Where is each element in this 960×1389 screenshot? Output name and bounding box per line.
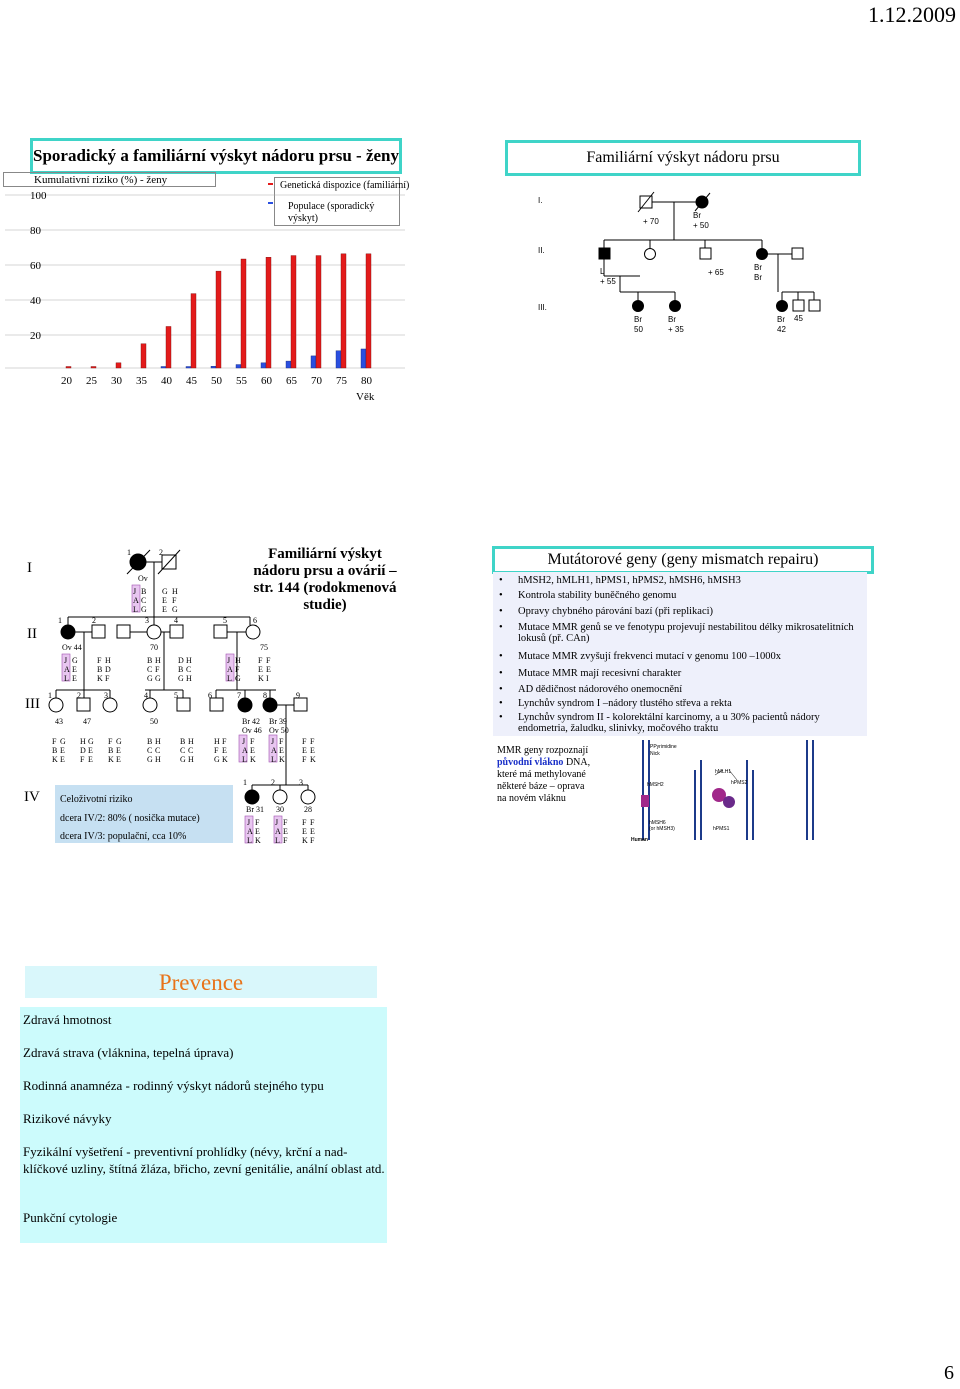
haplotype-label: E: [283, 827, 288, 836]
generation-label: IV: [24, 789, 40, 805]
haplotype-label: A: [64, 665, 70, 674]
haplotype-label: B: [108, 746, 114, 755]
bar-population: [186, 367, 191, 369]
bar-population: [161, 367, 166, 369]
haplotype-label: G: [178, 674, 184, 683]
haplotype-label: D: [105, 665, 111, 674]
haplotype-label: 1: [127, 548, 131, 557]
pedigree-female: [143, 698, 157, 712]
pedigree-male: [177, 698, 190, 711]
haplotype-label: A: [271, 746, 277, 755]
haplotype-label: J: [227, 656, 231, 665]
slide-title: Mutátorové geny (geny mismatch repairu): [492, 546, 874, 574]
haplotype-label: F: [302, 818, 307, 827]
haplotype-label: Ov 50: [269, 726, 289, 735]
bar-population: [336, 351, 341, 368]
haplotype-label: F: [97, 656, 102, 665]
haplotype-label: J: [64, 656, 68, 665]
pedigree-male: [117, 625, 130, 638]
bar-population: [211, 366, 216, 368]
haplotype-label: E: [60, 755, 65, 764]
pedigree-female: [49, 698, 63, 712]
haplotype-label: K: [97, 674, 103, 683]
haplotype-label: 7: [237, 691, 241, 700]
pedigree-note: Br: [693, 211, 701, 220]
haplotype-label: F: [302, 755, 307, 764]
haplotype-label: 6: [253, 616, 257, 625]
haplotype-label: F: [258, 656, 263, 665]
bar-population: [236, 365, 241, 368]
x-tick-label: 45: [186, 375, 197, 387]
haplotype-label: 2: [271, 778, 275, 787]
haplotype-label: G: [72, 656, 78, 665]
haplotype-label: F: [105, 674, 110, 683]
pedigree-female: [273, 790, 287, 804]
haplotype-label: A: [275, 827, 281, 836]
mismatch-protein: [641, 795, 649, 807]
haplotype-label: J: [271, 737, 275, 746]
pedigree-female: [147, 625, 161, 639]
mmr-note-highlight: původní vlákno: [497, 757, 564, 768]
haplotype-label: L: [64, 674, 69, 683]
diagram-label: hMSH2: [647, 782, 664, 788]
haplotype-label: 4: [144, 691, 148, 700]
haplotype-label: F: [172, 596, 177, 605]
haplotype-label: 3: [145, 616, 149, 625]
haplotype-label: F: [310, 737, 315, 746]
pedigree-female: [246, 625, 260, 639]
haplotype-label: H: [188, 755, 194, 764]
haplotype-label: F: [255, 818, 260, 827]
haplotype-label: E: [258, 665, 263, 674]
x-tick-label: 60: [261, 375, 272, 387]
haplotype-label: F: [80, 755, 85, 764]
haplotype-label: A: [242, 746, 248, 755]
haplotype-label: I: [266, 674, 269, 683]
generation-label: II.: [538, 246, 545, 255]
haplotype-label: E: [302, 827, 307, 836]
bar-familial: [216, 271, 221, 368]
haplotype-label: 1: [243, 778, 247, 787]
diagram-label: hPMS2: [731, 780, 748, 786]
haplotype-label: F: [310, 836, 315, 845]
pedigree-female-affected: [263, 698, 277, 712]
haplotype-label: E: [266, 665, 271, 674]
haplotype-label: 30: [276, 805, 284, 814]
haplotype-label: E: [88, 746, 93, 755]
haplotype-label: E: [72, 674, 77, 683]
haplotype-label: F: [283, 836, 288, 845]
x-axis-label: Věk: [356, 391, 375, 403]
list-item: Zdravá hmotnost: [23, 1012, 112, 1027]
pedigree-female-affected: [245, 790, 259, 804]
haplotype-label: C: [147, 746, 153, 755]
diagram-label: hMSH6: [649, 820, 666, 826]
x-tick-label: 70: [311, 375, 322, 387]
mmr-bullet-list: • hMSH2, hMLH1, hPMS1, hPMS2, hMSH6, hMSH3 • Kontrola stability buněčného genomu • Opravy chybného párování bazí (při replikaci) • Mutace MMR genů se ve fenotypu projevují nestabilitou délky mikrosatelitních lokusů (př. CAn) • Mutace MMR zvyšují frekvenci mutací v genomu 100 –1000x • Mutace MMR mají recesivní charakter • AD dědičnost nádorového onemocnění • Lynchův syndrom I –nádory tlustého střeva a rekta • Lynchův syndrom II - kolorektální karcinomy, a u 30% pacientů nádory endometria, žaludku, slinivky, močového traktu: [493, 572, 867, 736]
haplotype-label: Br 31: [246, 805, 264, 814]
haplotype-label: G: [162, 587, 168, 596]
haplotype-label: 2: [77, 691, 81, 700]
legend-label-familial: Genetická dispozice (familiární): [280, 180, 410, 191]
pedigree-female-affected: [670, 301, 681, 312]
pedigree-female-affected: [238, 698, 252, 712]
haplotype-label: B: [180, 737, 186, 746]
haplotype-label: 2: [92, 616, 96, 625]
pedigree-female: [103, 698, 117, 712]
pedigree-note: Br: [754, 263, 762, 272]
haplotype-label: H: [188, 737, 194, 746]
generation-label: III.: [538, 303, 547, 312]
haplotype-label: G: [147, 755, 153, 764]
haplotype-label: G: [172, 605, 178, 614]
haplotype-label: G: [88, 737, 94, 746]
haplotype-label: 5: [223, 616, 227, 625]
pedigree-male: [92, 625, 105, 638]
list-item: Rizikové návyky: [23, 1111, 112, 1126]
haplotype-label: 9: [296, 691, 300, 700]
haplotype-label: H: [155, 737, 161, 746]
bar-familial: [316, 256, 321, 368]
haplotype-label: H: [155, 656, 161, 665]
page-number: 6: [944, 1362, 954, 1384]
pedigree-male: [170, 625, 183, 638]
haplotype-label: K: [310, 755, 316, 764]
haplotype-label: 5: [174, 691, 178, 700]
haplotype-label: L: [271, 755, 276, 764]
haplotype-label: 8: [263, 691, 267, 700]
pedigree-note: + 50: [693, 221, 709, 230]
pedigree-note: Br: [634, 315, 642, 324]
bar-familial: [91, 367, 96, 369]
x-tick-label: 30: [111, 375, 122, 387]
document-date: 1.12.2009: [868, 2, 956, 27]
pedigree-male-affected: [599, 248, 610, 259]
x-tick-label: 25: [86, 375, 97, 387]
haplotype-label: Ov 46: [242, 726, 262, 735]
haplotype-label: Ov: [138, 574, 148, 583]
haplotype-label: E: [162, 596, 167, 605]
haplotype-label: 4: [174, 616, 178, 625]
haplotype-label: K: [302, 836, 308, 845]
haplotype-label: H: [80, 737, 86, 746]
haplotype-label: H: [105, 656, 111, 665]
diagram-label: hPMS1: [713, 826, 730, 832]
haplotype-label: 50: [150, 717, 158, 726]
generation-label: I.: [538, 196, 543, 205]
haplotype-label: B: [178, 665, 184, 674]
haplotype-label: C: [141, 596, 147, 605]
bar-population: [286, 361, 291, 368]
y-tick-label: 80: [30, 225, 41, 237]
haplotype-label: 70: [150, 643, 158, 652]
pedigree-male: [793, 300, 804, 311]
haplotype-label: L: [275, 836, 280, 845]
haplotype-label: G: [147, 674, 153, 683]
x-tick-label: 35: [136, 375, 147, 387]
mmr-note-text: MMR geny rozpoznají: [497, 745, 589, 756]
haplotype-label: A: [133, 596, 139, 605]
haplotype-label: E: [310, 746, 315, 755]
mmr-mechanism-diagram: [625, 740, 865, 845]
bar-familial: [266, 257, 271, 368]
bar-familial: [241, 259, 246, 368]
haplotype-label: D: [178, 656, 184, 665]
mmr-note: [497, 745, 595, 805]
bar-familial: [66, 367, 71, 369]
haplotype-label: K: [108, 755, 114, 764]
pedigree-female-affected: [777, 301, 788, 312]
pedigree-note: Br: [754, 273, 762, 282]
risk-box-line: dcera IV/3: populační, cca 10%: [60, 831, 187, 842]
bar-population: [361, 349, 366, 368]
pedigree-male: [700, 248, 711, 259]
pedigree-note: + 35: [668, 325, 684, 334]
bar-familial: [166, 326, 171, 368]
pedigree-diagram: [500, 180, 860, 350]
bar-population: [311, 356, 316, 368]
haplotype-label: E: [88, 755, 93, 764]
haplotype-label: 2: [159, 548, 163, 557]
haplotype-label: E: [250, 746, 255, 755]
x-tick-label: 55: [236, 375, 247, 387]
diagram-label: PPyrimidine: [650, 744, 677, 750]
haplotype-label: E: [60, 746, 65, 755]
haplotype-label: 6: [208, 691, 212, 700]
haplotype-label: F: [250, 737, 255, 746]
haplotype-label: L: [227, 674, 232, 683]
generation-label: I: [27, 560, 32, 576]
x-tick-label: 50: [211, 375, 222, 387]
haplotype-label: B: [141, 587, 147, 596]
haplotype-label: A: [247, 827, 253, 836]
x-tick-label: 40: [161, 375, 172, 387]
haplotype-label: E: [116, 746, 121, 755]
list-item: Punkční cytologie: [23, 1210, 118, 1225]
mmr-complex: [723, 796, 735, 808]
haplotype-label: H: [155, 755, 161, 764]
legend-label-population: Populace (sporadický výskyt): [288, 201, 375, 224]
haplotype-label: B: [52, 746, 58, 755]
haplotype-label: J: [242, 737, 246, 746]
haplotype-label: G: [235, 674, 241, 683]
pedigree-male: [792, 248, 803, 259]
slide-title: Familiární výskyt nádoru prsu: [505, 140, 861, 176]
haplotype-label: F: [108, 737, 113, 746]
haplotype-label: B: [147, 656, 153, 665]
y-tick-label: 20: [30, 330, 41, 342]
mmr-note-text: DNA, které má methylované některé báze – oprava na novém vláknu: [497, 757, 591, 804]
haplotype-label: G: [141, 605, 147, 614]
haplotype-label: B: [147, 737, 153, 746]
haplotype-label: Ov 44: [62, 643, 82, 652]
x-tick-label: 65: [286, 375, 297, 387]
list-item: Fyzikální vyšetření - preventivní prohlídky (névy, krční a nad-klíčkové uzliny, štítná žláza, břicho, zevní genitálie, anální oblast atd.: [23, 1144, 385, 1176]
haplotype-label: C: [147, 665, 153, 674]
haplotype-label: E: [279, 746, 284, 755]
bar-familial: [366, 254, 371, 368]
haplotype-label: F: [52, 737, 57, 746]
haplotype-label: 1: [58, 616, 62, 625]
bar-familial: [191, 294, 196, 368]
pedigree-note: L: [600, 267, 605, 276]
haplotype-label: F: [266, 656, 271, 665]
bar-chart: [0, 0, 410, 410]
pedigree-note: Br: [668, 315, 676, 324]
haplotype-label: F: [222, 737, 227, 746]
pedigree-female-affected: [633, 301, 644, 312]
pedigree-female: [645, 249, 656, 260]
y-tick-label: 60: [30, 260, 41, 272]
haplotype-label: F: [235, 665, 240, 674]
diagram-label: Nick: [650, 751, 660, 757]
haplotype-label: F: [155, 665, 160, 674]
haplotype-label: C: [180, 746, 186, 755]
y-tick-label: 100: [30, 190, 47, 202]
pedigree-female: [301, 790, 315, 804]
bar-population: [261, 363, 266, 368]
haplotype-label: J: [247, 818, 251, 827]
pedigree-male: [214, 625, 227, 638]
haplotype-label: 3: [299, 778, 303, 787]
haplotype-label: F: [310, 818, 315, 827]
bar-familial: [116, 363, 121, 368]
haplotype-label: 47: [83, 717, 91, 726]
haplotype-label: L: [133, 605, 138, 614]
pedigree-note: 42: [777, 325, 786, 334]
x-tick-label: 75: [336, 375, 347, 387]
haplotype-label: D: [80, 746, 86, 755]
slide-title: Prevence: [25, 966, 377, 998]
pedigree-female-affected: [757, 249, 768, 260]
haplotype-label: E: [255, 827, 260, 836]
pedigree-note: Br: [777, 315, 785, 324]
risk-box-line: dcera IV/2: 80% ( nosička mutace): [60, 813, 200, 824]
haplotype-label: K: [250, 755, 256, 764]
chart-title: Kumulativní riziko (%) - ženy: [3, 172, 216, 187]
generation-label: III: [25, 696, 40, 712]
haplotype-label: G: [60, 737, 66, 746]
haplotype-label: K: [279, 755, 285, 764]
pedigree-male: [809, 300, 820, 311]
haplotype-label: F: [283, 818, 288, 827]
generation-label: II: [27, 626, 37, 642]
haplotype-label: G: [155, 674, 161, 683]
haplotype-label: 43: [55, 717, 63, 726]
lifetime-risk-box: [55, 785, 233, 843]
haplotype-label: E: [116, 755, 121, 764]
haplotype-label: C: [186, 665, 192, 674]
haplotype-label: B: [97, 665, 103, 674]
slide-title: Sporadický a familiární výskyt nádoru prsu - ženy: [30, 138, 402, 174]
haplotype-label: H: [186, 656, 192, 665]
haplotype-label: L: [247, 836, 252, 845]
haplotype-label: G: [214, 755, 220, 764]
pedigree-note: + 70: [643, 217, 659, 226]
haplotype-label: Br 42: [242, 717, 260, 726]
diagram-label: Human: [631, 837, 648, 843]
haplotype-label: K: [52, 755, 58, 764]
bar-familial: [291, 256, 296, 368]
x-tick-label: 20: [61, 375, 72, 387]
haplotype-label: Br 39: [269, 717, 287, 726]
haplotype-label: L: [242, 755, 247, 764]
list-item: Zdravá strava (vláknina, tepelná úprava): [23, 1045, 234, 1060]
chart-bars: [66, 254, 371, 368]
pedigree-note: + 55: [600, 277, 616, 286]
haplotype-label: H: [235, 656, 241, 665]
diagram-label: hMLH1: [715, 769, 732, 775]
list-item: Rodinná anamnéza - rodinný výskyt nádorů stejného typu: [23, 1078, 324, 1093]
haplotype-label: H: [214, 737, 220, 746]
haplotype-label: 1: [48, 691, 52, 700]
pedigree-note: + 65: [708, 268, 724, 277]
haplotype-label: F: [279, 737, 284, 746]
pedigree-note: 50: [634, 325, 643, 334]
haplotype-label: G: [180, 755, 186, 764]
haplotype-label: K: [255, 836, 261, 845]
haplotype-label: 28: [304, 805, 312, 814]
x-tick-label: 80: [361, 375, 372, 387]
haplotype-label: K: [222, 755, 228, 764]
haplotype-label: A: [227, 665, 233, 674]
diagram-label: (or hMSH3): [649, 826, 675, 832]
haplotype-label: J: [275, 818, 279, 827]
haplotype-label: F: [214, 746, 219, 755]
haplotype-label: H: [186, 674, 192, 683]
haplotype-label: G: [116, 737, 122, 746]
y-tick-label: 40: [30, 295, 41, 307]
haplotype-label: H: [172, 587, 178, 596]
haplotype-label: C: [155, 746, 161, 755]
haplotype-label: E: [310, 827, 315, 836]
bar-familial: [141, 344, 146, 368]
haplotype-label: 3: [104, 691, 108, 700]
haplotype-label: 75: [260, 643, 268, 652]
pedigree-note: 45: [794, 314, 803, 323]
haplotype-label: J: [133, 587, 137, 596]
haplotype-label: C: [188, 746, 194, 755]
risk-box-title: Celoživotní riziko: [60, 794, 133, 805]
haplotype-label: E: [72, 665, 77, 674]
haplotype-label: E: [162, 605, 167, 614]
haplotype-label: F: [302, 737, 307, 746]
pedigree-female-affected: [61, 625, 75, 639]
bar-familial: [341, 254, 346, 368]
haplotype-label: E: [302, 746, 307, 755]
haplotype-label: K: [258, 674, 264, 683]
haplotype-label: E: [222, 746, 227, 755]
slide-title: Familiární výskyt nádoru prsu a ovárií – str. 144 (rodokmenová studie): [253, 546, 397, 613]
